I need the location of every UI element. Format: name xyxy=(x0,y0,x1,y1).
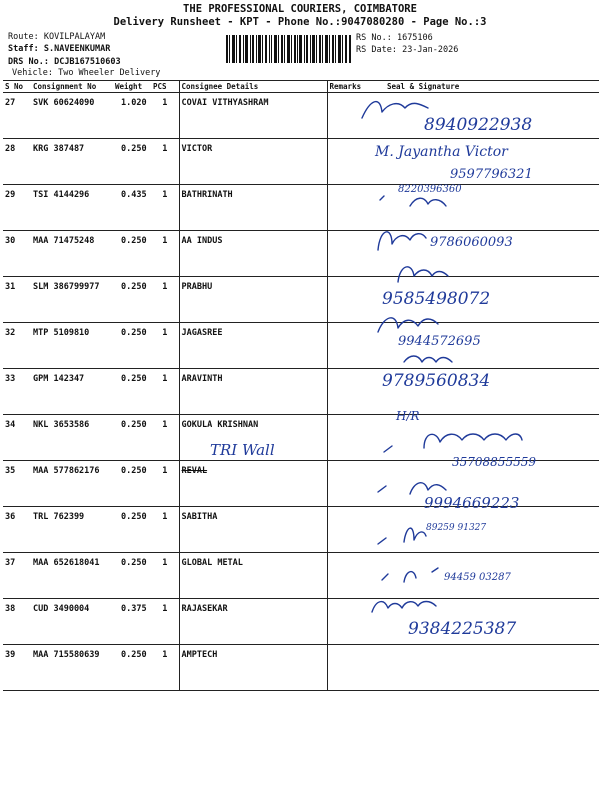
cell-sno: 32 xyxy=(3,323,31,369)
table-row xyxy=(3,507,599,553)
table-row xyxy=(3,231,599,277)
cell-consignment: SLM 386799977 xyxy=(31,277,113,323)
cell-consignee: COVAI VITHYASHRAM xyxy=(179,93,327,139)
cell-seal xyxy=(377,415,599,461)
cell-pcs: 1 xyxy=(151,185,179,231)
cell-consignment: SVK 60624090 xyxy=(31,93,113,139)
cell-weight: 0.250 xyxy=(113,553,151,599)
col-consignment: Consignment No xyxy=(31,81,113,93)
cell-weight: 1.020 xyxy=(113,93,151,139)
col-sno: S No xyxy=(3,81,31,93)
drs-line xyxy=(8,57,121,67)
staff-line xyxy=(8,44,110,54)
cell-consignee: ARAVINTH xyxy=(179,369,327,415)
cell-remarks xyxy=(327,139,377,185)
barcode-image xyxy=(226,35,351,63)
cell-seal xyxy=(377,231,599,277)
cell-consignment: NKL 3653586 xyxy=(31,415,113,461)
cell-remarks xyxy=(327,599,377,645)
table-row xyxy=(3,553,599,599)
table-row xyxy=(3,369,599,415)
drs-value: DCJB167510603 xyxy=(54,57,121,67)
cell-remarks xyxy=(327,93,377,139)
cell-pcs: 1 xyxy=(151,599,179,645)
route-value: KOVILPALAYAM xyxy=(43,32,106,42)
table-row xyxy=(3,277,599,323)
cell-seal xyxy=(377,139,599,185)
handwritten-phone: 9585498072 xyxy=(382,289,491,309)
cell-remarks xyxy=(327,461,377,507)
handwritten-remark: H/R xyxy=(396,409,420,423)
handwritten-phone: 9786060093 xyxy=(430,235,513,250)
table-row xyxy=(3,93,599,139)
rs-date-value: 23-Jan-2026 xyxy=(402,45,459,55)
cell-seal xyxy=(377,599,599,645)
cell-remarks xyxy=(327,507,377,553)
cell-sno: 30 xyxy=(3,231,31,277)
handwritten-phone: 89259 91327 xyxy=(426,523,487,533)
cell-weight: 0.250 xyxy=(113,323,151,369)
cell-consignee: GOKULA KRISHNAN xyxy=(179,415,327,461)
cell-consignment: GPM 142347 xyxy=(31,369,113,415)
cell-sno: 34 xyxy=(3,415,31,461)
cell-pcs: 1 xyxy=(151,139,179,185)
cell-sno: 37 xyxy=(3,553,31,599)
rs-date-label: RS Date: xyxy=(356,45,397,55)
cell-sno: 38 xyxy=(3,599,31,645)
runsheet-table xyxy=(3,80,599,691)
cell-pcs: 1 xyxy=(151,277,179,323)
handwritten-remark: TRI Wall xyxy=(210,441,275,459)
cell-remarks xyxy=(327,553,377,599)
cell-consignment: TRL 762399 xyxy=(31,507,113,553)
cell-pcs: 1 xyxy=(151,507,179,553)
cell-sno: 31 xyxy=(3,277,31,323)
vehicle-label: Vehicle: xyxy=(12,68,53,78)
table-row xyxy=(3,461,599,507)
cell-consignee: PRABHU xyxy=(179,277,327,323)
handwritten-phone: 9384225387 xyxy=(408,619,517,639)
cell-seal xyxy=(377,277,599,323)
col-pcs: PCS xyxy=(151,81,179,93)
drs-label: DRS No.: xyxy=(8,57,49,67)
cell-consignment: CUD 3490004 xyxy=(31,599,113,645)
cell-sno: 29 xyxy=(3,185,31,231)
cell-seal xyxy=(377,369,599,415)
cell-seal xyxy=(377,507,599,553)
cell-consignment: MAA 652618041 xyxy=(31,553,113,599)
handwritten-name: M. Jayantha Victor xyxy=(375,144,508,160)
cell-weight: 0.250 xyxy=(113,507,151,553)
handwritten-phone: 8220396360 xyxy=(398,184,462,195)
cell-consignment: MAA 71475248 xyxy=(31,231,113,277)
table-row xyxy=(3,323,599,369)
cell-sno: 33 xyxy=(3,369,31,415)
cell-weight: 0.250 xyxy=(113,369,151,415)
cell-sno: 28 xyxy=(3,139,31,185)
handwritten-phone: 9597796321 xyxy=(450,167,533,182)
cell-weight: 0.250 xyxy=(113,461,151,507)
cell-consignee: JAGASREE xyxy=(179,323,327,369)
cell-consignee: VICTOR xyxy=(179,139,327,185)
table-row xyxy=(3,645,599,691)
runsheet-subtitle: Delivery Runsheet - KPT - Phone No.:9047080280 - Page No.:3 xyxy=(113,16,487,28)
cell-consignee: REVAL xyxy=(179,461,327,507)
table-row xyxy=(3,415,599,461)
cell-remarks xyxy=(327,277,377,323)
table-row xyxy=(3,185,599,231)
handwritten-phone: 9944572695 xyxy=(398,334,481,349)
cell-consignment: MAA 577862176 xyxy=(31,461,113,507)
handwritten-phone: 9789560834 xyxy=(382,371,491,391)
cell-seal xyxy=(377,553,599,599)
cell-sno: 27 xyxy=(3,93,31,139)
table-row xyxy=(3,139,599,185)
cell-weight: 0.250 xyxy=(113,139,151,185)
cell-weight: 0.375 xyxy=(113,599,151,645)
cell-sno: 39 xyxy=(3,645,31,691)
cell-remarks xyxy=(327,231,377,277)
cell-pcs: 1 xyxy=(151,461,179,507)
cell-weight: 0.435 xyxy=(113,185,151,231)
cell-pcs: 1 xyxy=(151,553,179,599)
cell-consignee: SABITHA xyxy=(179,507,327,553)
cell-remarks xyxy=(327,185,377,231)
cell-pcs: 1 xyxy=(151,415,179,461)
col-seal: Seal & Signature xyxy=(377,81,599,93)
col-consignee: Consignee Details xyxy=(179,81,327,93)
route-label: Route: xyxy=(8,32,39,42)
cell-consignment: MTP 5109810 xyxy=(31,323,113,369)
cell-remarks xyxy=(327,645,377,691)
cell-pcs: 1 xyxy=(151,323,179,369)
vehicle-line xyxy=(12,68,160,78)
cell-consignment: KRG 387487 xyxy=(31,139,113,185)
rs-date-line xyxy=(356,45,458,55)
cell-consignment: MAA 715580639 xyxy=(31,645,113,691)
cell-consignment: TSI 4144296 xyxy=(31,185,113,231)
cell-seal xyxy=(377,461,599,507)
cell-seal xyxy=(377,93,599,139)
cell-seal xyxy=(377,645,599,691)
rs-no-line xyxy=(356,33,433,43)
handwritten-phone: 35708855559 xyxy=(452,455,536,469)
cell-consignee: RAJASEKAR xyxy=(179,599,327,645)
rs-no-value: 1675106 xyxy=(396,33,433,43)
cell-sno: 35 xyxy=(3,461,31,507)
cell-pcs: 1 xyxy=(151,645,179,691)
cell-weight: 0.250 xyxy=(113,277,151,323)
cell-pcs: 1 xyxy=(151,369,179,415)
handwritten-phone: 94459 03287 xyxy=(444,572,511,583)
cell-remarks xyxy=(327,323,377,369)
cell-remarks xyxy=(327,369,377,415)
cell-consignee: GLOBAL METAL xyxy=(179,553,327,599)
cell-consignee: BATHRINATH xyxy=(179,185,327,231)
route-line xyxy=(8,32,105,42)
staff-value: S.NAVEENKUMAR xyxy=(43,44,111,54)
cell-remarks xyxy=(327,415,377,461)
company-title: THE PROFESSIONAL COURIERS, COIMBATORE xyxy=(183,3,417,15)
col-remarks: Remarks xyxy=(327,81,377,93)
cell-sno: 36 xyxy=(3,507,31,553)
handwritten-phone: 8940922938 xyxy=(424,115,533,135)
cell-consignee: AMPTECH xyxy=(179,645,327,691)
cell-weight: 0.250 xyxy=(113,415,151,461)
cell-pcs: 1 xyxy=(151,231,179,277)
cell-weight: 0.250 xyxy=(113,231,151,277)
staff-label: Staff: xyxy=(8,44,39,54)
cell-seal xyxy=(377,323,599,369)
cell-seal xyxy=(377,185,599,231)
cell-consignee: AA INDUS xyxy=(179,231,327,277)
cell-pcs: 1 xyxy=(151,93,179,139)
cell-weight: 0.250 xyxy=(113,645,151,691)
table-row xyxy=(3,599,599,645)
rs-no-label: RS No.: xyxy=(356,33,392,43)
table-header-row xyxy=(3,81,599,93)
vehicle-value: Two Wheeler Delivery xyxy=(58,68,161,78)
col-weight: Weight xyxy=(113,81,151,93)
handwritten-phone: 9994669223 xyxy=(424,494,520,512)
